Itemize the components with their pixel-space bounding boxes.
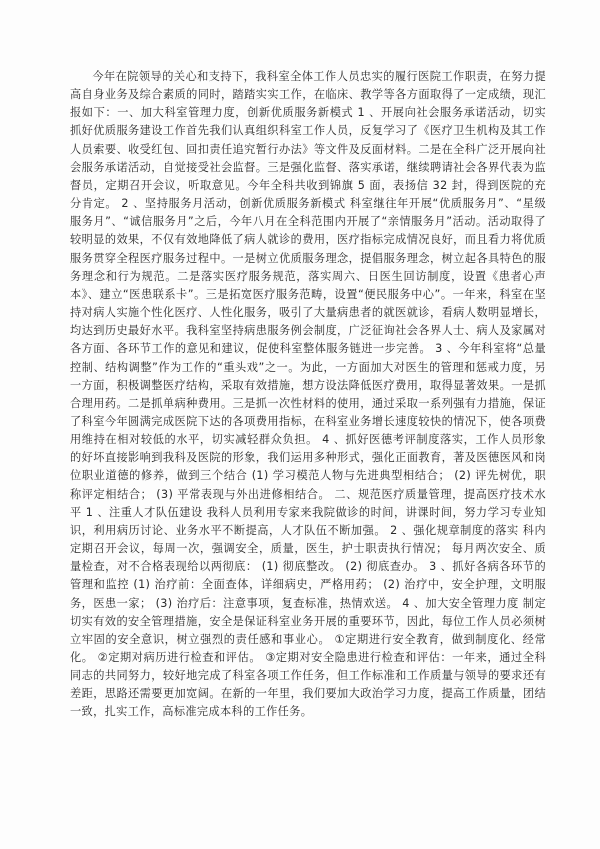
body-paragraph: 今年在院领导的关心和支持下，我科室全体工作人员忠实的履行医院工作职责，在努力提高自身业务及综合素质的同时，踏踏实实工作，在临床、教学等各方面取得了一定成绩，现汇报如下：一、加大科室管理力度，创新优质服务新模式 1 、开展向社会服务承诺活动，切实抓好优质服务建设工作首先我们认真组织科室工作人员，反复学习了《医疗卫生机构及其工作人员索要、收受红包、回扣责任追究暂行办法》等文件及反面材料。二是在全科广泛开展向社会服务承诺活动，自觉接受社会监督。三是强化监督、落实承诺，继续聘请社会各界代表为监督员，定期召开会议，听取意见。今年全科共收到锦旗 5 面，表扬信 32 封，得到医院的充分肯定。 2 、坚持服务月活动，创新优质服务新模式 科室继往年开展“优质服务月”、“星级服务月”、“诚信服务月”之后，今年八月在全科范围内开展了“亲情服务月”活动。活动取得了较明显的效果，不仅有效地降低了病人就诊的费用，医疗指标完成情况良好，而且看力将优质服务贯穿全程医疗服务过程中。一是树立优质服务理念，提倡服务理念，树立起各具特色的服务理念和行为规范。二是落实医疗服务规范，落实周六、日医生回访制度，设置《患者心声本》、建立“医患联系卡”。三是拓宽医疗服务范畴，设置“便民服务中心”。一年来，科室在坚持对病人实施个性化医疗、人性化服务，吸引了大量病患者的就医就诊，看病人数明显增长，均达到历史最好水平。我科室坚持病患服务例会制度，广泛征询社会各界人士、病人及家属对各方面、各环节工作的意见和建议，促使科室整体服务链进一步完善。 3 、今年科室将“总量控制、结构调整”作为工作的“重头戏”之一。为此，一方面加大对医生的管理和惩戒力度，另一方面，积极调整医疗结构，采取有效措施，想方设法降低医疗费用，取得显著效果。一是抓合理用药。二是抓单病种费用。三是抓一次性材料的使用，通过采取一系列强有力措施，保证了科室今年圆满完成医院下达的各项费用指标，在科室业务增长速度较快的情况下，使各项费用维持在相对较低的水平，切实减轻群众负担。 4 、抓好医德考评制度落实，工作人员形象的好坏直接影响到我科及医院的形象，我们运用多种形式，强化正面教育，著及医德医风和岗位职业道德的修养，做到三个结合 (1) 学习模范人物与先进典型相结合； (2) 评先树优，职称评定相结合； (3) 平常表现与外出进修相结合。 二、规范医疗质量管理，提高医疗技术水平 1 、注重人才队伍建设 我科人员利用专家来我院做诊的时间，讲课时间，努力学习专业知识，利用病历讨论、业务水平不断提高，人才队伍不断加强。 2 、强化规章制度的落实 科内定期召开会议，每周一次，强调安全，质量，医生，护士职责执行情况； 每月两次安全、质量检查，对不合格表现给以两彻底： (1) 彻底整改。 (2) 彻底查办。 3 、抓好各病各环节的管理和监控 (1) 治疗前：全面查体，详细病史，严格用药； (2) 治疗中，安全护理，文明服务，医患一家； (3) 治疗后：注意事项，复查标准，热情欢送。 4 、加大安全管理力度 制定切实有效的安全管理措施，安全是保证科室业务开展的重要环节，因此，每位工作人员必须树立牢固的安全意识，树立强烈的责任感和事业心。 ①定期进行安全教育，做到制度化、经常化。 ②定期对病历进行检查和评估。 ③定期对安全隐患进行检查和评估：一年来，通过全科同志的共同努力，较好地完成了科室各项工作任务，但工作标准和工作质量与领导的要求还有差距，思路还需要更加宽阔。在新的一年里，我们要加大政治学习力度，提高工作质量，团结一致，扎实工作，高标准完成本科的工作任务。 [70,70,546,719]
document-body [70,68,546,722]
